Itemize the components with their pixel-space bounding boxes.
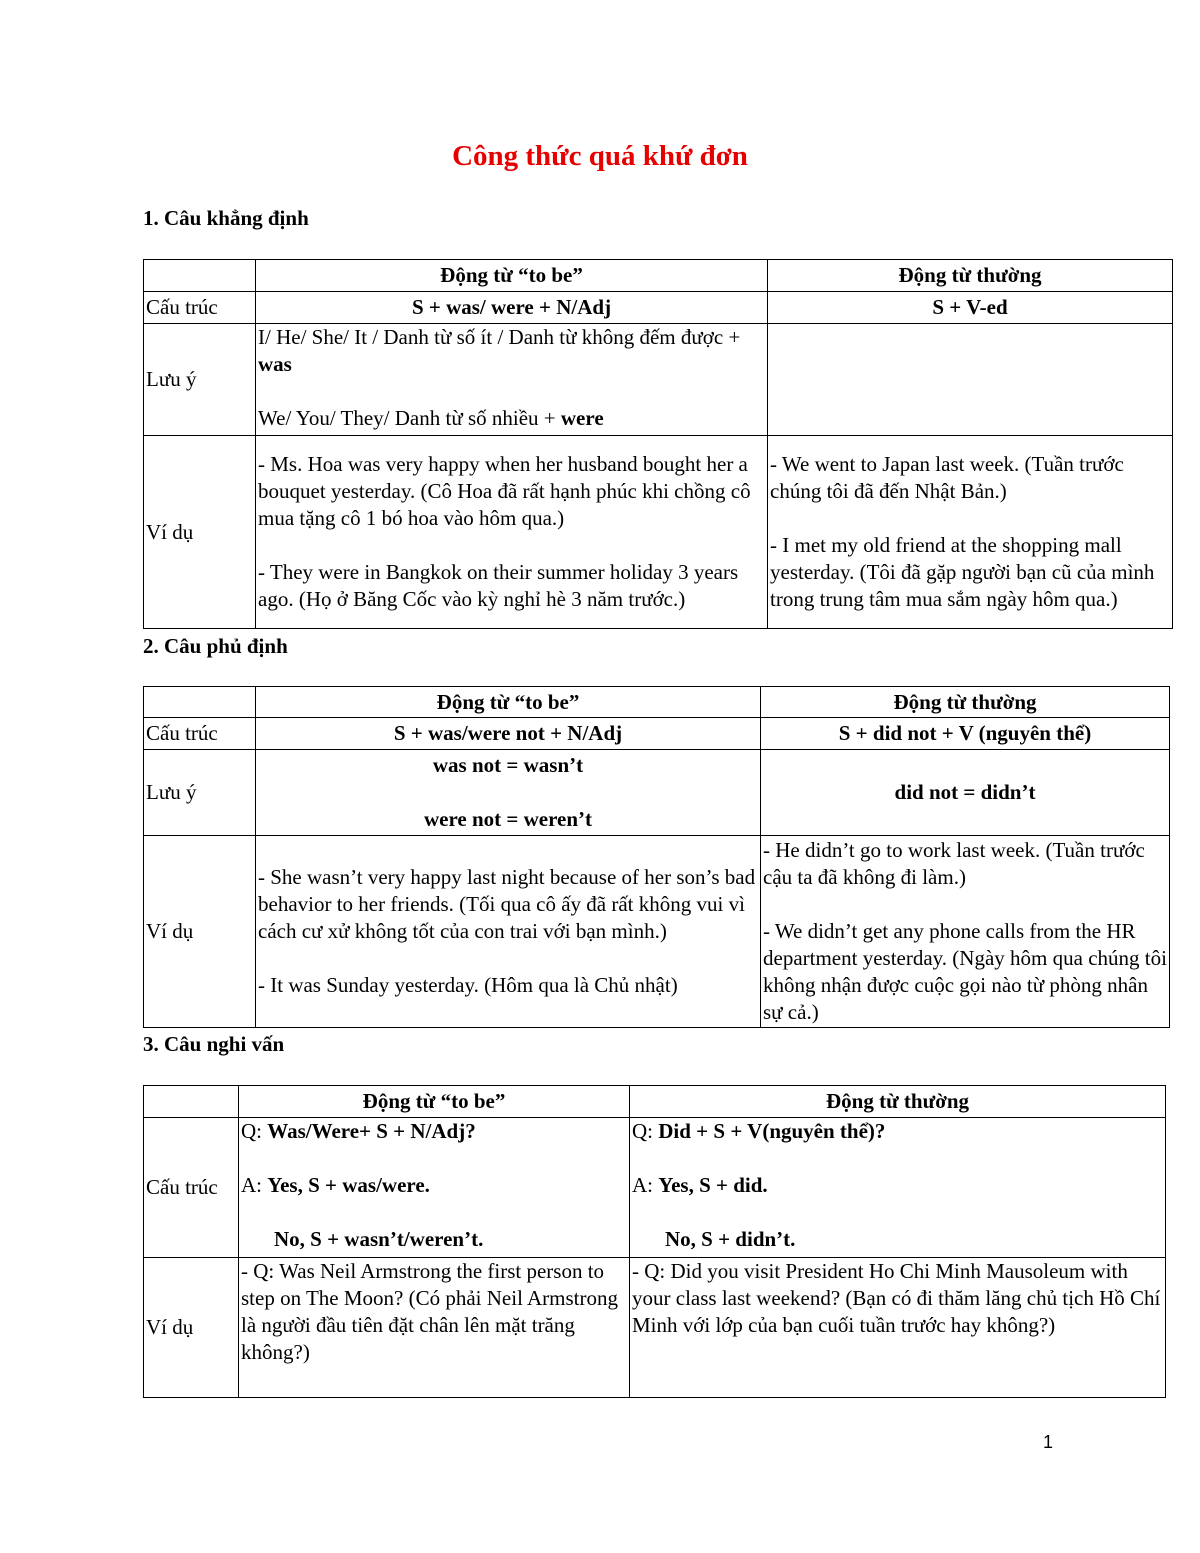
question-prefix: Q: [632,1119,659,1143]
example-tobe-2: - They were in Bangkok on their summer holiday 3 years ago. (Họ ở Băng Cốc vào kỳ nghỉ hè 3 năm trước.) [258,560,739,611]
structure-regular-answer [632,1172,1163,1199]
row-label-structure: Cấu trúc [144,292,256,324]
document-title: Công thức quá khứ đơn [452,140,748,172]
empty-header-cell [144,1086,239,1118]
example-regular [768,436,1173,629]
section-heading-negative: 2. Câu phủ định [143,634,288,658]
structure-regular-answer-no: No, S + didn’t. [665,1227,796,1251]
note-tobe-plural-text: We/ You/ They/ Danh từ số nhiều + [258,406,561,430]
note-tobe-2: were not = weren’t [423,807,593,831]
answer-prefix: A: [632,1173,659,1197]
column-header-tobe: Động từ “to be” [239,1086,630,1118]
structure-tobe: S + was/were not + N/Adj [256,718,761,750]
structure-tobe: S + was/ were + N/Adj [256,292,768,324]
structure-regular: S + V-ed [768,292,1173,324]
note-regular: did not = didn’t [761,750,1170,836]
row-label-note: Lưu ý [144,750,256,836]
answer-yes-formula: Yes, S + was/were. [267,1173,430,1197]
note-tobe-1: was not = wasn’t [432,753,584,777]
section-heading-affirmative: 1. Câu khẳng định [143,206,309,230]
note-tobe-singular [258,324,765,378]
question-formula: Was/Were+ S + N/Adj? [267,1119,476,1143]
example-tobe-1: - Ms. Hoa was very happy when her husband bought her a bouquet yesterday. (Cô Hoa đã rất hạnh phúc khi chồng cô mua tặng cô 1 bó hoa vào hôm qua.) [258,452,751,530]
example-regular [761,836,1170,1028]
structure-tobe [239,1118,630,1258]
row-label-example: Ví dụ [144,436,256,629]
row-label-structure: Cấu trúc [144,718,256,750]
question-formula: Did + S + V(nguyên thể)? [658,1119,886,1143]
structure-tobe-answer-no: No, S + wasn’t/weren’t. [274,1227,484,1251]
column-header-regular: Động từ thường [761,687,1170,718]
example-tobe [256,436,768,629]
row-label-note: Lưu ý [144,324,256,436]
empty-header-cell [144,260,256,292]
row-label-example: Ví dụ [144,1258,239,1398]
structure-tobe-answer [241,1172,627,1199]
structure-regular [630,1118,1166,1258]
example-regular-1: - He didn’t go to work last week. (Tuần trước cậu ta đã không đi làm.) [763,838,1145,889]
negative-table [143,686,1170,1028]
structure-tobe-question [241,1118,627,1145]
page-number: 1 [1043,1432,1054,1452]
note-tobe [256,750,761,836]
example-regular-1: - We went to Japan last week. (Tuần trước chúng tôi đã đến Nhật Bản.) [770,452,1124,503]
question-prefix: Q: [241,1119,268,1143]
answer-prefix: A: [241,1173,268,1197]
column-header-tobe: Động từ “to be” [256,687,761,718]
example-tobe-2: - It was Sunday yesterday. (Hôm qua là Chủ nhật) [258,973,678,997]
note-tobe [256,324,768,436]
column-header-tobe: Động từ “to be” [256,260,768,292]
note-tobe-plural-verb: were [560,406,604,430]
column-header-regular: Động từ thường [768,260,1173,292]
example-tobe-1: - She wasn’t very happy last night because of her son’s bad behavior to her friends. (Tối qua cô ấy đã rất không vui vì cách cư xử không tốt của con trai với bạn mình.) [258,865,756,943]
section-heading-question: 3. Câu nghi vấn [143,1032,285,1056]
example-regular-2: - We didn’t get any phone calls from the HR department yesterday. (Ngày hôm qua chúng tôi không nhận được cuộc gọi nào từ phòng nhân sự cả.) [763,919,1167,1024]
note-tobe-singular-text: I/ He/ She/ It / Danh từ số ít / Danh từ không đếm được + [258,325,741,349]
question-table [143,1085,1166,1398]
note-regular [768,324,1173,436]
structure-regular: S + did not + V (nguyên thể) [761,718,1170,750]
affirmative-table [143,259,1173,629]
empty-header-cell [144,687,256,718]
column-header-regular: Động từ thường [630,1086,1166,1118]
row-label-structure: Cấu trúc [144,1118,239,1258]
structure-regular-question [632,1118,1163,1145]
example-regular-2: - I met my old friend at the shopping mall yesterday. (Tôi đã gặp người bạn cũ của mình trong trung tâm mua sắm ngày hôm qua.) [770,533,1155,611]
note-tobe-plural [258,405,765,432]
example-tobe: - Q: Was Neil Armstrong the first person to step on The Moon? (Có phải Neil Armstrong là người đầu tiên đặt chân lên mặt trăng không?) [239,1258,630,1398]
note-tobe-singular-verb: was [258,352,292,376]
example-regular: - Q: Did you visit President Ho Chi Minh Mausoleum with your class last weekend? (Bạn có đi thăm lăng chủ tịch Hồ Chí Minh với lớp của bạn cuối tuần trước hay không?) [630,1258,1166,1398]
row-label-example: Ví dụ [144,836,256,1028]
example-tobe [256,836,761,1028]
answer-yes-formula: Yes, S + did. [658,1173,768,1197]
